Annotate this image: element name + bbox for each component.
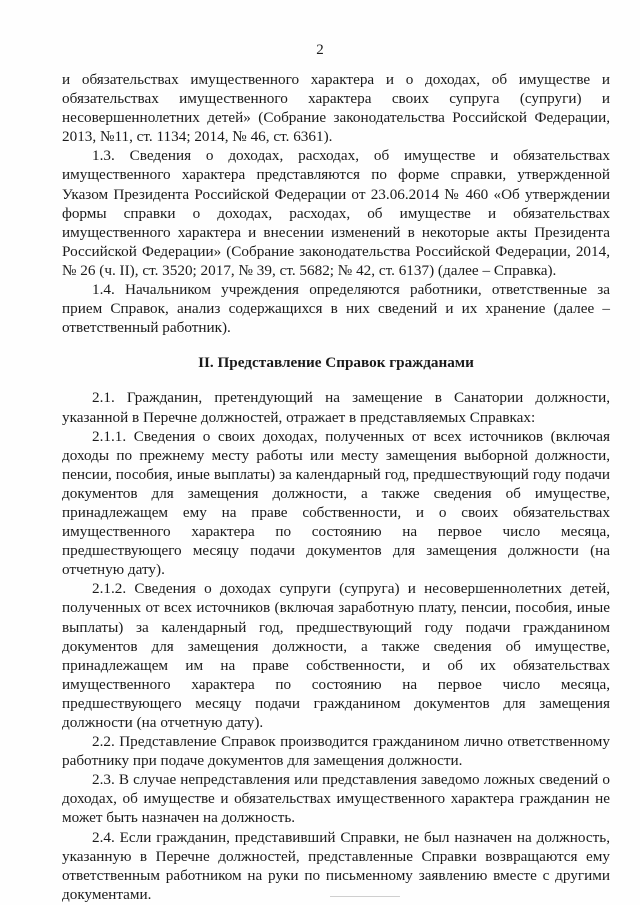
scan-edge-mark — [330, 896, 400, 903]
spacer — [62, 372, 610, 388]
document-body — [62, 70, 610, 904]
spacer — [62, 337, 610, 353]
paragraph-continuation: и обязательствах имущественного характера и о доходах, об имуществе и обязательствах имущественного характера своих супруга (супруги) и несовершеннолетних детей» (Собрание законодательства Российской Федерации, 2013, №11, ст. 1134; 2014, № 46, ст. 6361). — [62, 71, 610, 146]
paragraph-2-1-1: 2.1.1. Сведения о своих доходах, полученных от всех источников (включая доходы по прежнему месту работы или месту замещения выборной должности, пенсии, пособия, иные выплаты) за календарный год, предшествующий году подачи документов для замещения должности, а также сведения об имуществе, принадлежащем ему на праве собственности, и о своих обязательствах имущественного характера по состоянию на первое число месяца, предшествующего месяцу подачи документов для замещения должности (на отчетную дату). — [62, 427, 610, 579]
paragraph-2-3: 2.3. В случае непредставления или представления заведомо ложных сведений о доходах, об имуществе и обязательствах имущественного характера гражданин не может быть назначен на должность. — [62, 771, 610, 827]
paragraph-2-2: 2.2. Представление Справок производится гражданином лично ответственному работнику при подаче документов для замещения должности. — [62, 733, 610, 770]
paragraph-2-1-2: 2.1.2. Сведения о доходах супруги (супруга) и несовершеннолетних детей, полученных от всех источников (включая заработную плату, пенсии, пособия, иные выплаты) за календарный год, предшествующий году подачи гражданином документов для замещения должности, а также сведения об имуществе, принадлежащем им на праве собственности, и об их обязательствах имущественного характера по состоянию на первое число месяца, предшествующего месяцу подачи гражданином документов для замещения должности (на отчетную дату). — [62, 580, 610, 731]
paragraph-1-3: 1.3. Сведения о доходах, расходах, об имуществе и обязательствах имущественного характера представляются по форме справки, утвержденной Указом Президента Российской Федерации от 23.06.2014 № 460 «Об утверждении формы справки о доходах, расходах, об имуществе и обязательствах имущественного характера и внесении изменений в некоторые акты Президента Российской Федерации» (Собрание законодательства Российской Федерации, 2014, № 26 (ч. II), ст. 3520; 2017, № 39, ст. 5682; № 42, ст. 6137) (далее – Справка). — [62, 147, 610, 279]
paragraph-2-4: 2.4. Если гражданин, представивший Справки, не был назначен на должность, указанную в Перечне должностей, представленные Справки возвращаются ему ответственным работником на руки по письменному заявлению вместе с другими документами. — [62, 828, 610, 903]
paragraph-2-1: 2.1. Гражданин, претендующий на замещение в Санатории должности, указанной в Перечне должностей, отражает в представляемых Справках: — [62, 389, 610, 426]
section-heading: II. Представление Справок гражданами — [198, 354, 474, 372]
paragraph-1-4: 1.4. Начальником учреждения определяются работники, ответственные за прием Справок, анализ содержащихся в них сведений и их хранение (далее – ответственный работник). — [62, 281, 610, 337]
page-number: 2 — [316, 42, 324, 58]
